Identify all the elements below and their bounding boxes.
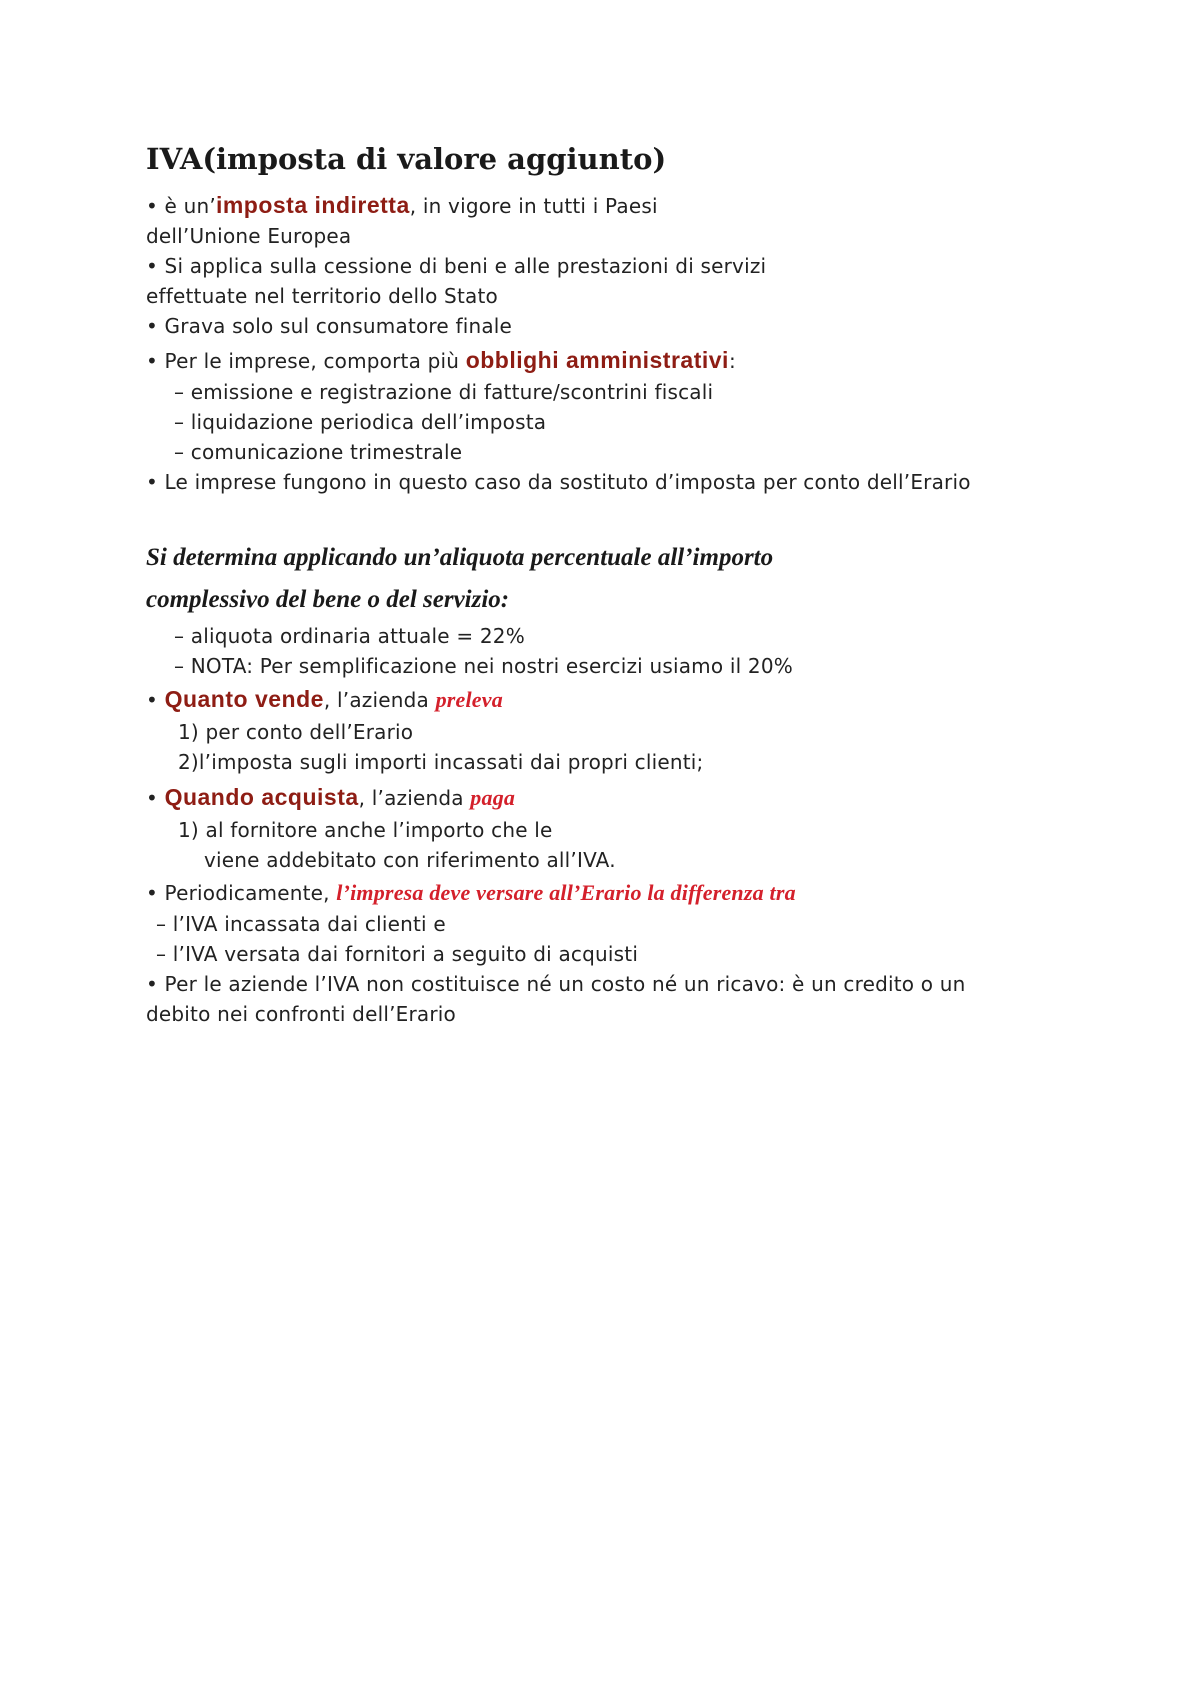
text-line: – comunicazione trimestrale xyxy=(174,440,463,464)
text-span: • Periodicamente, xyxy=(146,881,337,905)
text-line: viene addebitato con riferimento all’IVA. xyxy=(204,848,616,872)
highlight-imposta-indiretta: imposta indiretta xyxy=(215,192,410,218)
text-span: , l’azienda xyxy=(358,786,471,810)
text-line: • Grava solo sul consumatore finale xyxy=(146,314,513,338)
highlight-obblighi: obblighi amministrativi xyxy=(465,347,729,373)
text-line: 1) al fornitore anche l’importo che le xyxy=(178,818,553,842)
text-span: : xyxy=(728,349,736,373)
text-span: • è un’ xyxy=(146,194,216,218)
text-line: • Per le aziende l’IVA non costituisce né un costo né un ricavo: è un credito o un xyxy=(146,972,966,996)
text-line: – aliquota ordinaria attuale = 22% xyxy=(174,624,525,648)
highlight-quanto-vende: Quanto vende xyxy=(164,686,324,712)
text-line: – NOTA: Per semplificazione nei nostri esercizi usiamo il 20% xyxy=(174,654,793,678)
text-line: – emissione e registrazione di fatture/scontrini fiscali xyxy=(174,380,714,404)
text-line: 1) per conto dell’Erario xyxy=(178,720,414,744)
text-span: • xyxy=(146,786,165,810)
highlight-paga: paga xyxy=(470,785,516,810)
text-span: • xyxy=(146,688,165,712)
script-heading-line: complessivo del bene o del servizio: xyxy=(146,586,510,613)
text-line: – liquidazione periodica dell’imposta xyxy=(174,410,547,434)
text-line: effettuate nel territorio dello Stato xyxy=(146,284,498,308)
page-title: IVA(imposta di valore aggiunto) xyxy=(146,142,667,176)
text-line: – l’IVA versata dai fornitori a seguito di acquisti xyxy=(156,942,639,966)
text-line xyxy=(146,784,515,811)
text-line: • Le imprese fungono in questo caso da sostituto d’imposta per conto dell’Erario xyxy=(146,470,971,494)
text-span: • Per le imprese, comporta più xyxy=(146,349,466,373)
highlight-differenza: l’impresa deve versare all’Erario la differenza tra xyxy=(336,880,796,905)
script-heading-line: Si determina applicando un’aliquota percentuale all’importo xyxy=(146,544,774,571)
text-line xyxy=(146,192,658,219)
text-line: – l’IVA incassata dai clienti e xyxy=(156,912,446,936)
text-line: debito nei confronti dell’Erario xyxy=(146,1002,456,1026)
text-line: • Si applica sulla cessione di beni e alle prestazioni di servizi xyxy=(146,254,767,278)
text-span: , l’azienda xyxy=(323,688,436,712)
text-line: 2)l’imposta sugli importi incassati dai propri clienti; xyxy=(178,750,704,774)
highlight-quando-acquista: Quando acquista xyxy=(164,784,359,810)
highlight-preleva: preleva xyxy=(435,687,503,712)
text-line xyxy=(146,347,736,374)
text-span: , in vigore in tutti i Paesi xyxy=(409,194,658,218)
text-line xyxy=(146,686,503,713)
text-line xyxy=(146,880,796,906)
text-line: dell’Unione Europea xyxy=(146,224,352,248)
